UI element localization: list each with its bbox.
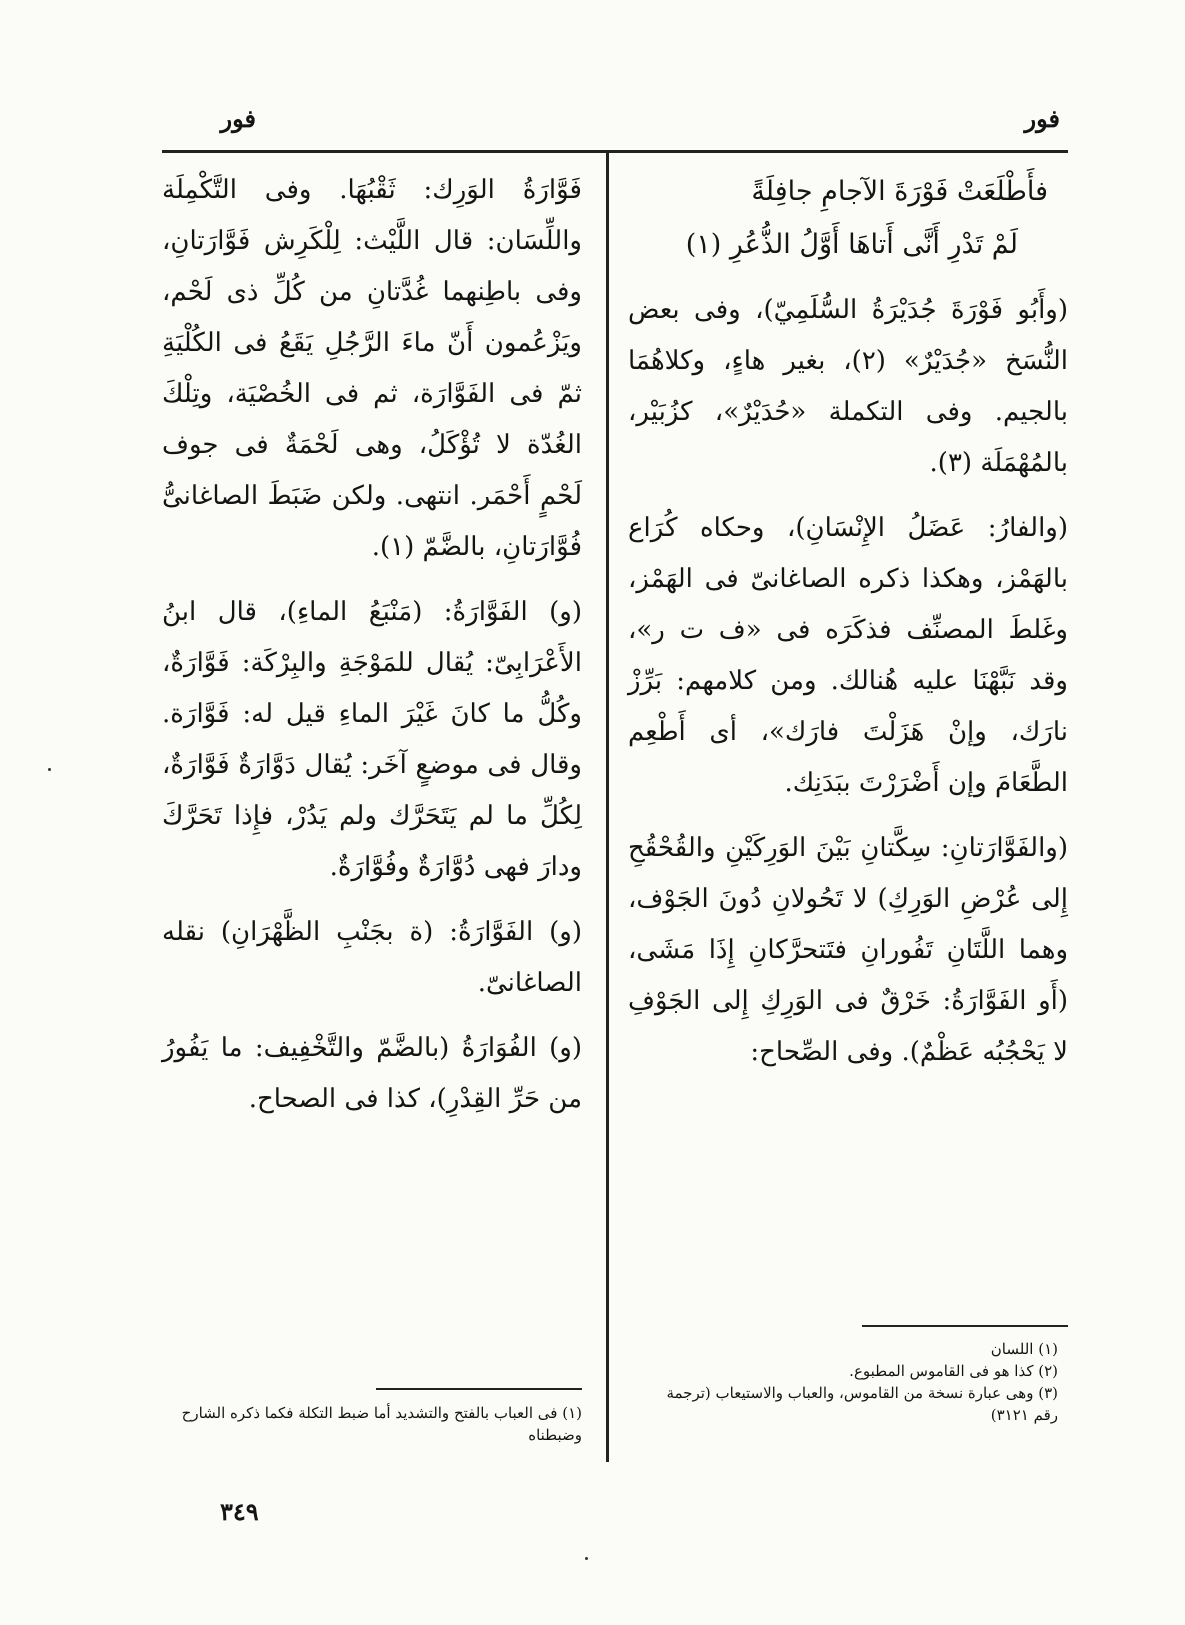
- paragraph: (و) الفُوَارَةُ (بالضَّمّ والتَّخْفِيف: ما يَفُورُ من حَرِّ القِدْرِ)، كذا فى الصحاح.: [162, 1033, 582, 1114]
- speck: [585, 1557, 588, 1560]
- footnote: (١) فى العباب بالفتح والتشديد أما ضبط التكلة فكما ذكره الشارح وضبطناه: [181, 1404, 582, 1444]
- paragraph: (و) الفَوَّارَةُ: (مَنْبَعُ الماءِ)، قال ابنُ الأَعْرَابِىّ: يُقال للمَوْجَةِ والبِرْكَة: فَوَّارَةٌ، وكُلُّ ما كانَ غَيْرَ الماءِ قيل له: فَوَّارَة. وقال فى موضعٍ آخَر: يُقال دَوَّارَةٌ فَوَّارَةٌ، لِكُلِّ ما لم يَتَحَرَّك ولم يَدُرْ، فإِذا تَحَرَّكَ ودارَ فهى دُوَّارَةٌ وفُوَّارَةٌ.: [162, 597, 582, 882]
- paragraph: (و) الفَوَّارَةُ: (ة بجَنْبِ الظَّهْرَانِ) نقله الصاغانىّ.: [162, 917, 582, 998]
- paragraph: (والفَوَّارَتانِ: سِكَّتانِ بَيْنَ الوَرِكَيْنِ والقُحْقُحِ إِلى عُرْضِ الوَرِكِ) لا تَحُولانِ دُونَ الجَوْف، وهما اللَّتَانِ تَفُورانِ فتَتحرَّكانِ إِذَا مَشَى، (أَو الفَوَّارَةُ: خَرْقٌ فى الوَرِكِ إِلى الجَوْفِ لا يَحْجُبُه عَظْمٌ). وفى الصِّحاح:: [628, 833, 1068, 1067]
- verse-line: لَمْ تَدْرِ أَنَّى أَتاهَا أَوَّلُ الذُّعُرِ (١): [685, 229, 1018, 260]
- running-head-left: فور: [220, 104, 256, 133]
- paragraph: (والفارُ: عَضَلُ الإِنْسَانِ)، وحكاه كُرَاع بالهَمْز، وهكذا ذكره الصاغانىّ فى الهَمْز، وغَلطَ المصنِّف فذكَرَه فى «ف ت ر»، وقد نَبَّهْنَا عليه هُنالك. ومن كلامهم: بَرِّزْ نارَك، وإنْ هَزَلْتَ فارَك»، أى أَطْعِم الطَّعَامَ وإن أَضْرَرْتَ ببَدَنِك.: [628, 513, 1068, 798]
- paragraph: (وأَبُو فَوْرَةَ جُدَيْرَةُ السُّلَمِيّ)، وفى بعض النُّسَخ «جُدَيْرٌ» (٢)، بغير هاءٍ، وكلاهُمَا بالجيم. وفى التكملة «حُدَيْرٌ»، كزُبَيْر، بالمُهْمَلَة (٣).: [628, 295, 1068, 478]
- page-number: ٣٤٩: [220, 1497, 259, 1526]
- right-footnotes: [640, 1338, 1058, 1426]
- footnote: (١) اللسان: [990, 1340, 1058, 1358]
- footnote: (٢) كذا هو فى القاموس المطبوع.: [849, 1362, 1058, 1380]
- column-divider: [606, 152, 609, 1462]
- paragraph: فَوَّارَةُ الوَرِك: ثَقْبُهَا. وفى التَّكْمِلَة واللِّسَان: قال اللَّيْث: لِلْكَرِش فَوَّارَتانِ، وفى باطِنهما غُدَّتانِ من كُلِّ ذى لَحْم، ويَزْعُمون أَنّ ماءَ الرَّجُلِ يَقَعُ فى الكُلْيَةِ ثمّ فى الفَوَّارَة، ثم فى الخُصْيَة، وتِلْكَ الغُدّة لا تُؤْكَلُ، وهى لَحْمَةٌ فى جوف لَحْمٍ أَحْمَر. انتهى. ولكن ضَبَطَ الصاغانىُّ فُوَّارَتانِ، بالضَّمّ (١).: [162, 175, 582, 562]
- right-column: [628, 165, 1068, 1078]
- speck: [48, 768, 51, 771]
- verse-line: فأَطْلَعَتْ فَوْرَةَ الآجامِ جافِلَةً: [751, 176, 1048, 207]
- left-footnotes: [170, 1402, 582, 1446]
- header-rule: [162, 150, 1068, 153]
- footnote: (٣) وهى عبارة نسخة من القاموس، والعباب والاستيعاب (ترجمة رقم ٣١٢١): [666, 1384, 1058, 1424]
- left-column: [162, 165, 582, 1125]
- footnote-rule: [376, 1388, 582, 1390]
- footnote-rule: [862, 1325, 1068, 1327]
- running-head-right: فور: [1024, 104, 1060, 133]
